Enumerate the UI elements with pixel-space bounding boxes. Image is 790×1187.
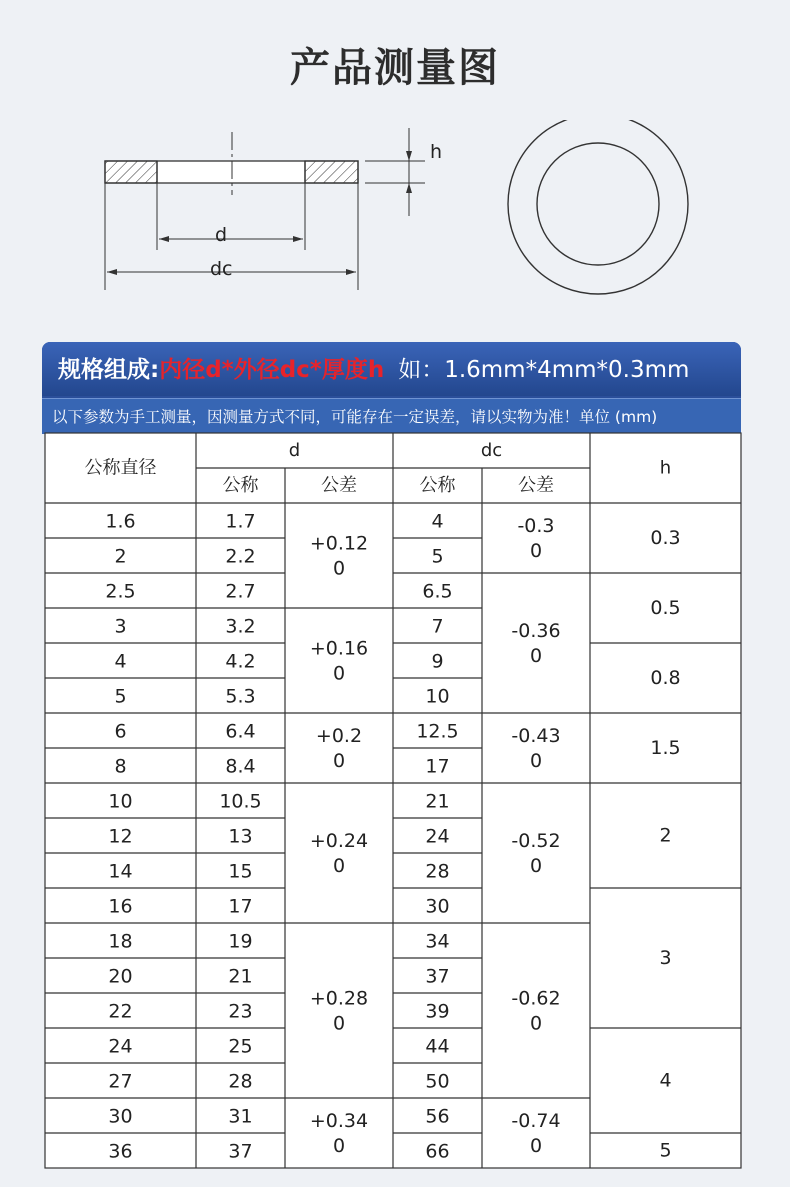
- row-d-nominal: 4.2: [225, 650, 256, 673]
- dc-label: dc: [210, 258, 233, 280]
- dc-tolerance-value: -0.3: [517, 515, 555, 537]
- h-label: h: [430, 141, 443, 163]
- d-tolerance-value-zero: 0: [332, 750, 346, 772]
- row-d-nominal: 1.7: [225, 510, 256, 533]
- h-value: 2: [659, 824, 672, 847]
- header-dc-nominal: 公称: [419, 475, 456, 496]
- h-value: 0.5: [650, 597, 681, 619]
- dc-tolerance-value-zero: 0: [529, 645, 543, 667]
- row-size: 36: [108, 1140, 133, 1163]
- dc-tolerance-value: -0.74: [511, 1110, 561, 1132]
- spec-example-value: 1.6mm*4mm*0.3mm: [444, 357, 690, 383]
- row-dc-nominal: 24: [425, 825, 450, 848]
- dc-tolerance-value-zero: 0: [529, 540, 543, 562]
- row-d-nominal: 15: [228, 860, 253, 883]
- d-tolerance-value-zero: 0: [332, 557, 346, 580]
- h-value: 3: [659, 947, 672, 969]
- row-size: 12: [108, 825, 133, 848]
- dc-tolerance-value-zero: 0: [529, 1135, 543, 1157]
- dc-tolerance-value-zero: 0: [529, 750, 543, 772]
- row-size: 14: [108, 860, 133, 883]
- header-nominal-diameter: 公称直径: [84, 457, 157, 479]
- dc-tolerance-value-zero: 0: [529, 1012, 543, 1035]
- d-tolerance-value: +0.34: [309, 1110, 369, 1132]
- spec-example-label: 如：: [398, 357, 445, 383]
- dc-tolerance-value: -0.62: [511, 987, 561, 1010]
- row-d-nominal: 10.5: [219, 790, 262, 813]
- row-dc-nominal: 9: [431, 650, 444, 673]
- row-size: 2: [114, 545, 127, 568]
- d-tolerance-value: +0.12: [309, 532, 369, 555]
- row-d-nominal: 23: [228, 1000, 253, 1023]
- page-title: 产品测量图: [290, 45, 500, 91]
- row-dc-nominal: 7: [431, 615, 444, 638]
- spec-prefix: 规格组成:: [58, 357, 160, 383]
- row-dc-nominal: 4: [431, 510, 444, 533]
- row-dc-nominal: 28: [425, 860, 450, 883]
- d-tolerance-value: +0.16: [309, 637, 369, 660]
- row-size: 22: [108, 1000, 133, 1023]
- row-size: 30: [108, 1105, 133, 1128]
- row-d-nominal: 13: [228, 825, 253, 848]
- dc-tolerance-value: -0.52: [511, 830, 561, 852]
- dc-tolerance-value: -0.43: [511, 725, 561, 747]
- header-d-tolerance: 公差: [321, 475, 357, 496]
- row-size: 5: [114, 685, 127, 708]
- row-size: 1.6: [105, 510, 136, 533]
- header-h: h: [659, 457, 672, 479]
- row-d-nominal: 21: [228, 965, 253, 988]
- row-dc-nominal: 39: [425, 1000, 450, 1023]
- row-d-nominal: 28: [228, 1070, 253, 1093]
- spec-formula: 内径d*外径dc*厚度h: [159, 357, 385, 383]
- row-dc-nominal: 37: [425, 965, 450, 988]
- h-value: 1.5: [650, 737, 681, 759]
- dc-tolerance-value: -0.36: [511, 620, 561, 642]
- d-tolerance-value-zero: 0: [332, 1135, 346, 1157]
- h-value: 4: [659, 1069, 672, 1092]
- row-d-nominal: 2.2: [225, 545, 256, 568]
- row-size: 20: [108, 965, 133, 988]
- row-dc-nominal: 6.5: [422, 580, 453, 603]
- dc-tolerance-value-zero: 0: [529, 855, 543, 877]
- h-value: 0.8: [650, 667, 681, 689]
- row-d-nominal: 6.4: [225, 720, 256, 743]
- row-d-nominal: 5.3: [225, 685, 256, 708]
- row-size: 27: [108, 1070, 133, 1093]
- row-dc-nominal: 12.5: [416, 720, 459, 743]
- row-d-nominal: 25: [228, 1035, 253, 1058]
- measurement-note: 以下参数为手工测量，因测量方式不同，可能存在一定误差，请以实物为准！单位 (mm): [42, 398, 741, 434]
- header-dc: dc: [480, 440, 503, 461]
- header-d-nominal: 公称: [222, 475, 259, 496]
- row-size: 4: [114, 650, 127, 673]
- row-dc-nominal: 17: [425, 755, 450, 778]
- h-value: 0.3: [650, 527, 681, 549]
- row-d-nominal: 31: [228, 1105, 253, 1128]
- row-dc-nominal: 50: [425, 1070, 450, 1093]
- d-tolerance-value-zero: 0: [332, 1012, 346, 1035]
- row-size: 16: [108, 895, 133, 918]
- d-label: d: [215, 224, 228, 246]
- row-d-nominal: 8.4: [225, 755, 256, 778]
- row-size: 24: [108, 1035, 133, 1058]
- header-d: d: [288, 440, 301, 461]
- row-d-nominal: 19: [228, 930, 253, 953]
- row-dc-nominal: 21: [425, 790, 450, 813]
- header-dc-tolerance: 公差: [518, 475, 554, 496]
- d-tolerance-value-zero: 0: [332, 662, 346, 685]
- row-dc-nominal: 56: [425, 1105, 450, 1128]
- row-size: 6: [114, 720, 127, 743]
- row-size: 10: [108, 790, 133, 813]
- row-dc-nominal: 34: [425, 930, 450, 953]
- d-tolerance-value: +0.28: [309, 987, 369, 1010]
- row-d-nominal: 3.2: [225, 615, 256, 638]
- row-d-nominal: 17: [228, 895, 253, 918]
- row-size: 18: [108, 930, 133, 953]
- row-dc-nominal: 66: [425, 1140, 450, 1163]
- row-dc-nominal: 5: [431, 545, 444, 568]
- row-size: 8: [114, 755, 127, 778]
- row-d-nominal: 2.7: [225, 580, 256, 603]
- row-dc-nominal: 30: [425, 895, 450, 918]
- d-tolerance-value: +0.2: [315, 725, 363, 747]
- h-value: 5: [659, 1139, 672, 1162]
- row-size: 2.5: [105, 580, 136, 603]
- row-d-nominal: 37: [228, 1140, 253, 1163]
- row-dc-nominal: 10: [425, 685, 450, 708]
- d-tolerance-value: +0.24: [309, 830, 369, 852]
- row-size: 3: [114, 615, 127, 638]
- d-tolerance-value-zero: 0: [332, 855, 346, 877]
- row-dc-nominal: 44: [425, 1035, 450, 1058]
